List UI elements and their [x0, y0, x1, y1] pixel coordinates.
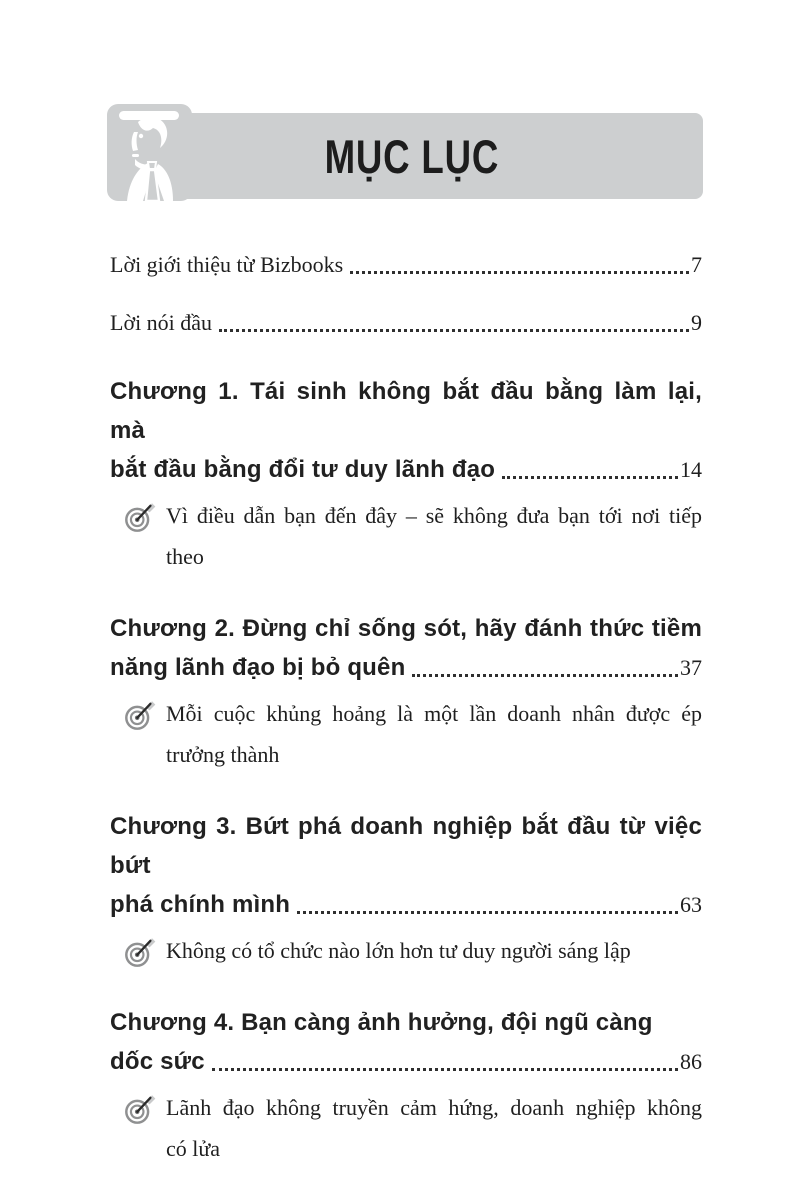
dot-leader	[297, 911, 678, 914]
chapter-title-line: Chương 4. Bạn càng ảnh hưởng, đội ngũ càng	[110, 1009, 653, 1036]
dot-leader	[502, 476, 678, 479]
toc-chapter-entry	[110, 807, 702, 971]
subtitle-line: Mỗi cuộc khủng hoảng là một lần doanh nhân được ép	[166, 701, 702, 726]
toc-entry-page: 37	[680, 655, 702, 680]
chapter-title-row	[110, 1042, 702, 1081]
chapter-title-line: Chương 3. Bứt phá doanh nghiệp bắt đầu từ việc bứt	[110, 813, 702, 879]
chapter-subtitle-text	[166, 495, 702, 577]
page-title: MỤC LỤC	[324, 129, 500, 183]
chapter-title-line: bắt đầu bằng đổi tư duy lãnh đạo	[110, 456, 496, 483]
chapter-subtitle	[124, 930, 702, 971]
toc-chapter-entry	[110, 1003, 702, 1169]
chapter-title-line: dốc sức	[110, 1048, 205, 1075]
chapter-title-line: Chương 1. Tái sinh không bắt đầu bằng làm lại, mà	[110, 378, 702, 444]
subtitle-line: có lửa	[166, 1136, 221, 1161]
chapter-subtitle	[124, 693, 702, 775]
subtitle-line: Vì điều dẫn bạn đến đây – sẽ không đưa bạn tới nơi tiếp theo	[166, 503, 702, 569]
target-dart-icon	[124, 1092, 157, 1125]
dot-leader	[412, 674, 678, 677]
dot-leader	[219, 329, 689, 332]
target-dart-icon	[124, 698, 157, 731]
chapter-subtitle-text	[166, 1087, 702, 1169]
toc-entry-front	[110, 248, 702, 282]
chapter-subtitle-text	[166, 930, 702, 971]
dot-leader	[350, 271, 689, 274]
toc-entry-label: Lời nói đầu	[110, 310, 213, 335]
toc-entry-page: 7	[691, 252, 702, 277]
businessman-logo-icon	[107, 104, 192, 201]
toc-header-banner	[121, 113, 703, 199]
toc-chapter-entry	[110, 609, 702, 775]
chapter-subtitle	[124, 1087, 702, 1169]
chapter-title-line: năng lãnh đạo bị bỏ quên	[110, 654, 406, 681]
toc-chapter-entry	[110, 372, 702, 577]
toc-entry-page: 63	[680, 892, 702, 917]
toc-entry-label: Lời giới thiệu từ Bizbooks	[110, 252, 344, 277]
chapter-title-row	[110, 885, 702, 924]
toc-entry-page: 9	[691, 310, 702, 335]
dot-leader	[212, 1068, 678, 1071]
chapter-title-row	[110, 648, 702, 687]
chapter-subtitle-text	[166, 693, 702, 775]
subtitle-line: Lãnh đạo không truyền cảm hứng, doanh nghiệp không	[166, 1095, 702, 1120]
table-of-contents	[110, 248, 702, 1169]
target-dart-icon	[124, 500, 157, 533]
target-dart-icon	[124, 935, 157, 968]
toc-entry-page: 14	[680, 457, 702, 482]
toc-entry-page: 86	[680, 1049, 702, 1074]
chapter-title-line: phá chính mình	[110, 891, 291, 918]
chapter-subtitle	[124, 495, 702, 577]
subtitle-line: Không có tổ chức nào lớn hơn tư duy người sáng lập	[166, 938, 631, 963]
chapter-title-row	[110, 450, 702, 489]
subtitle-line: trưởng thành	[166, 742, 280, 767]
toc-entry-front	[110, 306, 702, 340]
chapter-title-line: Chương 2. Đừng chỉ sống sót, hãy đánh thức tiềm	[110, 615, 702, 642]
